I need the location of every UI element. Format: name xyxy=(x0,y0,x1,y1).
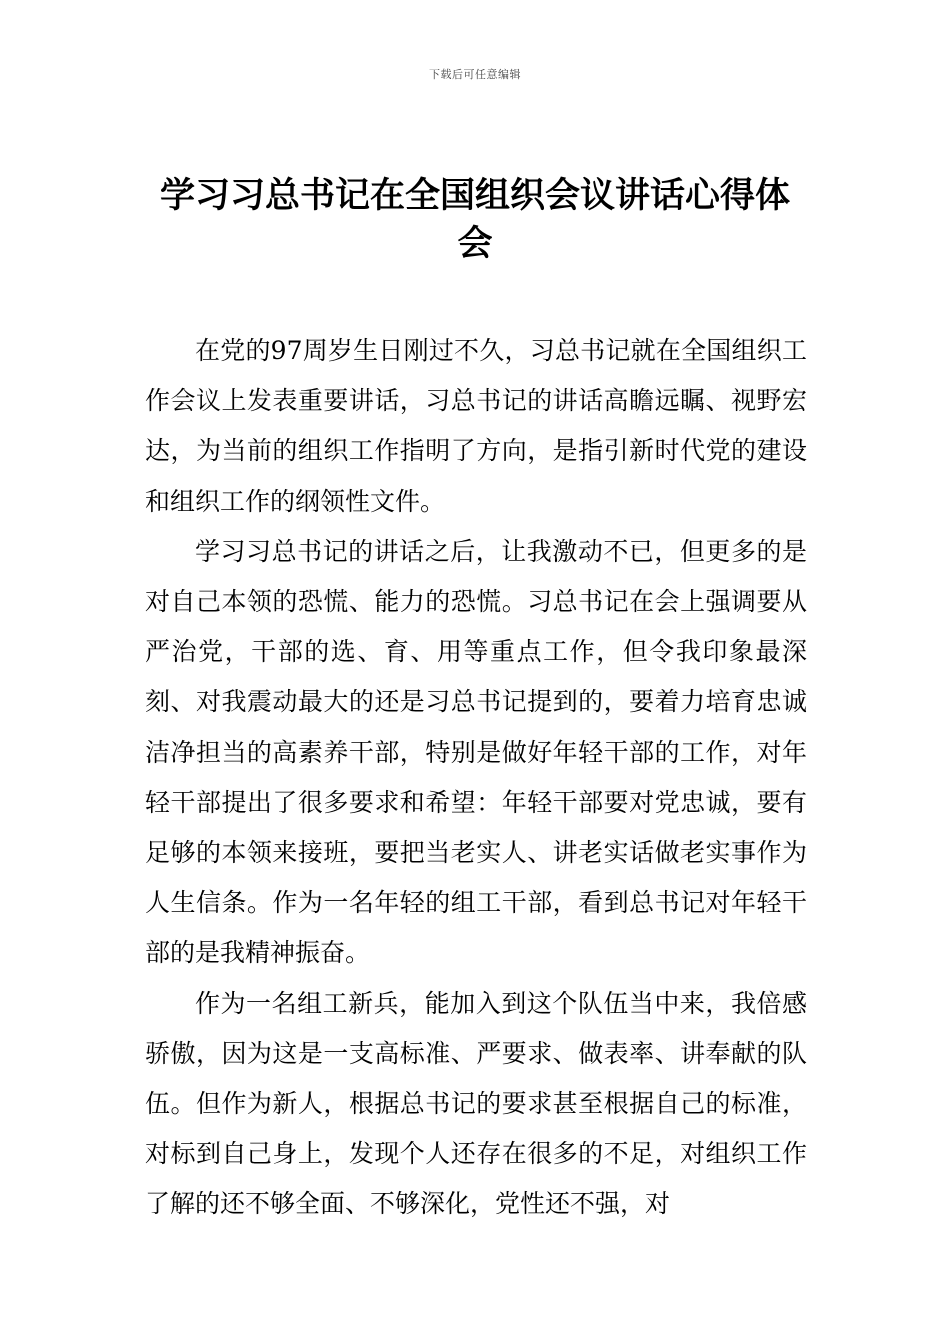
document-title: 学习习总书记在全国组织会议讲话心得体会 xyxy=(159,176,790,264)
header-note: 下载后可任意编辑 xyxy=(429,68,521,81)
document-body xyxy=(145,326,807,1230)
paragraph-3: 作为一名组工新兵，能加入到这个队伍当中来，我倍感骄傲，因为这是一支高标准、严要求、做表率、讲奉献的队伍。但作为新人，根据总书记的要求甚至根据自己的标准，对标到自己身上，发现个人还存在很多的不足，对组织工作了解的还不够全面、不够深化，党性还不强，对 xyxy=(145,988,807,1219)
paragraph-2: 学习习总书记的讲话之后，让我激动不已，但更多的是对自己本领的恐慌、能力的恐慌。习总书记在会上强调要从严治党，干部的选、育、用等重点工作，但令我印象最深刻、对我震动最大的还是习总书记提到的，要着力培育忠诚洁净担当的高素养干部，特别是做好年轻干部的工作，对年轻干部提出了很多要求和希望：年轻干部要对党忠诚，要有足够的本领来接班，要把当老实人、讲老实话做老实事作为人生信条。作为一名年轻的组工干部，看到总书记对年轻干部的是我精神振奋。 xyxy=(145,536,807,968)
paragraph-1: 在党的97周岁生日刚过不久，习总书记就在全国组织工作会议上发表重要讲话，习总书记的讲话高瞻远瞩、视野宏达，为当前的组织工作指明了方向，是指引新时代党的建设和组织工作的纲领性文件。 xyxy=(145,336,807,516)
